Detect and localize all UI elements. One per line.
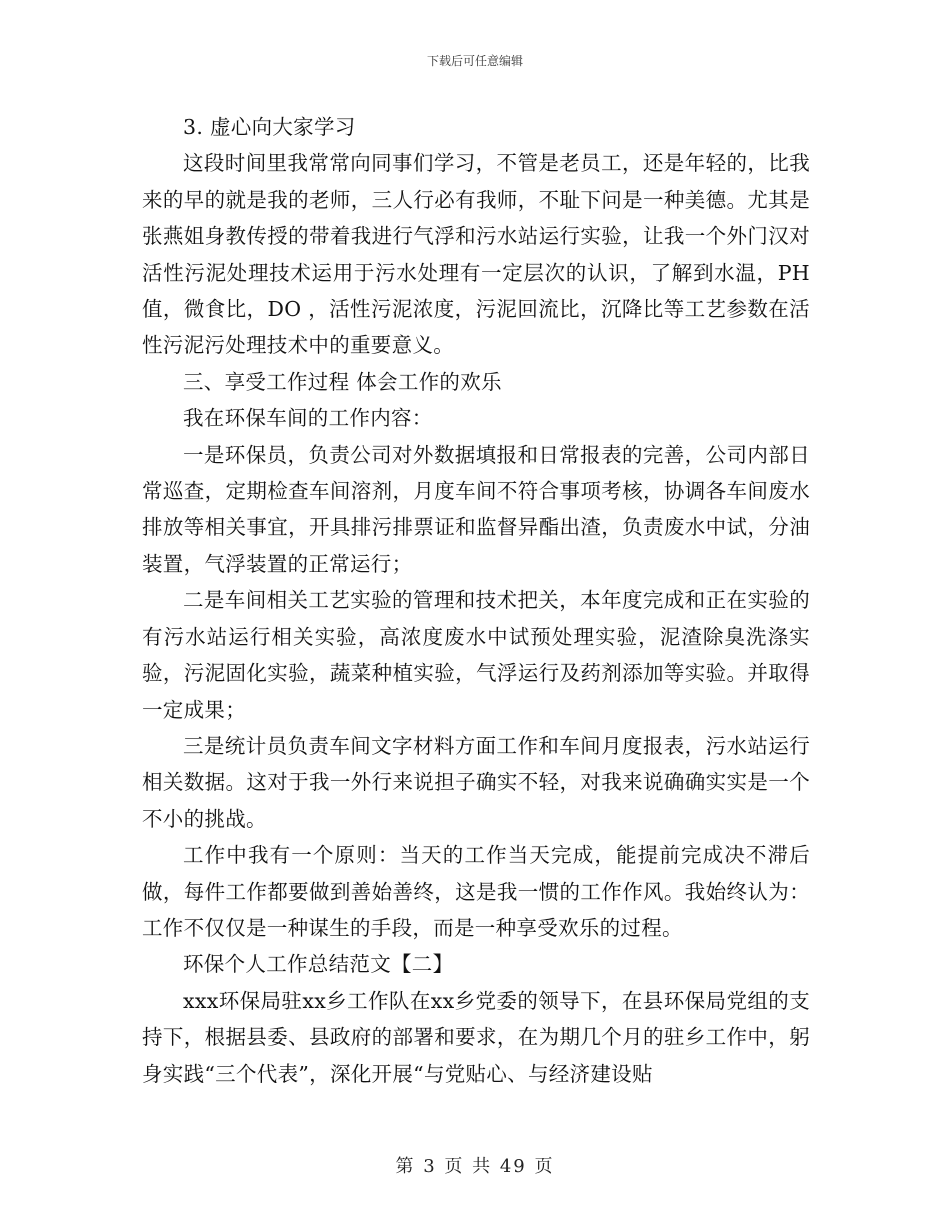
section-heading: 3. 虚心向大家学习: [183, 115, 356, 139]
page-header-note: 下载后可任意编辑: [426, 54, 523, 68]
body-paragraph: 我在环保车间的工作内容：: [183, 406, 433, 431]
body-paragraph: 工作中我有一个原则：当天的工作当天完成，能提前完成决不滞后做，每件工作都要做到善始善终，这是我一惯的工作作风。我始终认为：工作不仅仅是一种谋生的手段，而是一种享受欢乐的过程。: [142, 843, 810, 940]
document-body: [142, 109, 810, 1092]
body-paragraph: 三是统计员负责车间文字材料方面工作和车间月度报表，污水站运行相关数据。这对于我一外行来说担子确实不轻，对我来说确确实实是一个不小的挑战。: [142, 733, 810, 831]
body-paragraph: xxx环保局驻xx乡工作队在xx乡党委的领导下，在县环保局党组的支持下，根据县委、县政府的部署和要求，在为期几个月的驻乡工作中，躬身实践“三个代表”，深化开展“与党贴心、与经济建设贴: [142, 988, 810, 1086]
body-paragraph: 二是车间相关工艺实验的管理和技术把关，本年度完成和正在实验的有污水站运行相关实验，高浓度废水中试预处理实验，泥渣除臭洗涤实验，污泥固化实验，蔬菜种植实验，气浮运行及药剂添加等实验。并取得一定成果；: [142, 588, 810, 722]
body-paragraph: 这段时间里我常常向同事们学习，不管是老员工，还是年轻的，比我来的早的就是我的老师，三人行必有我师，不耻下问是一种美德。尤其是张燕姐身教传授的带着我进行气浮和污水站运行实验，让我一个外门汉对活性污泥处理技术运用于污水处理有一定层次的认识，了解到水温，PH值，微食比，DO ，活性污泥浓度，污泥回流比，沉降比等工艺参数在活性污泥污处理技术中的重要意义。: [142, 151, 810, 358]
body-paragraph: 一是环保员，负责公司对外数据填报和日常报表的完善，公司内部日常巡查，定期检查车间溶剂，月度车间不符合事项考核，协调各车间废水排放等相关事宜，开具排污排票证和监督异酯出渣，负责废水中试，分油装置，气浮装置的正常运行；: [142, 442, 810, 576]
page-number: 第 3 页 共 49 页: [395, 1156, 555, 1177]
section-heading: 三、享受工作过程 体会工作的欢乐: [183, 369, 502, 394]
section-heading: 环保个人工作总结范文【二】: [183, 952, 454, 977]
